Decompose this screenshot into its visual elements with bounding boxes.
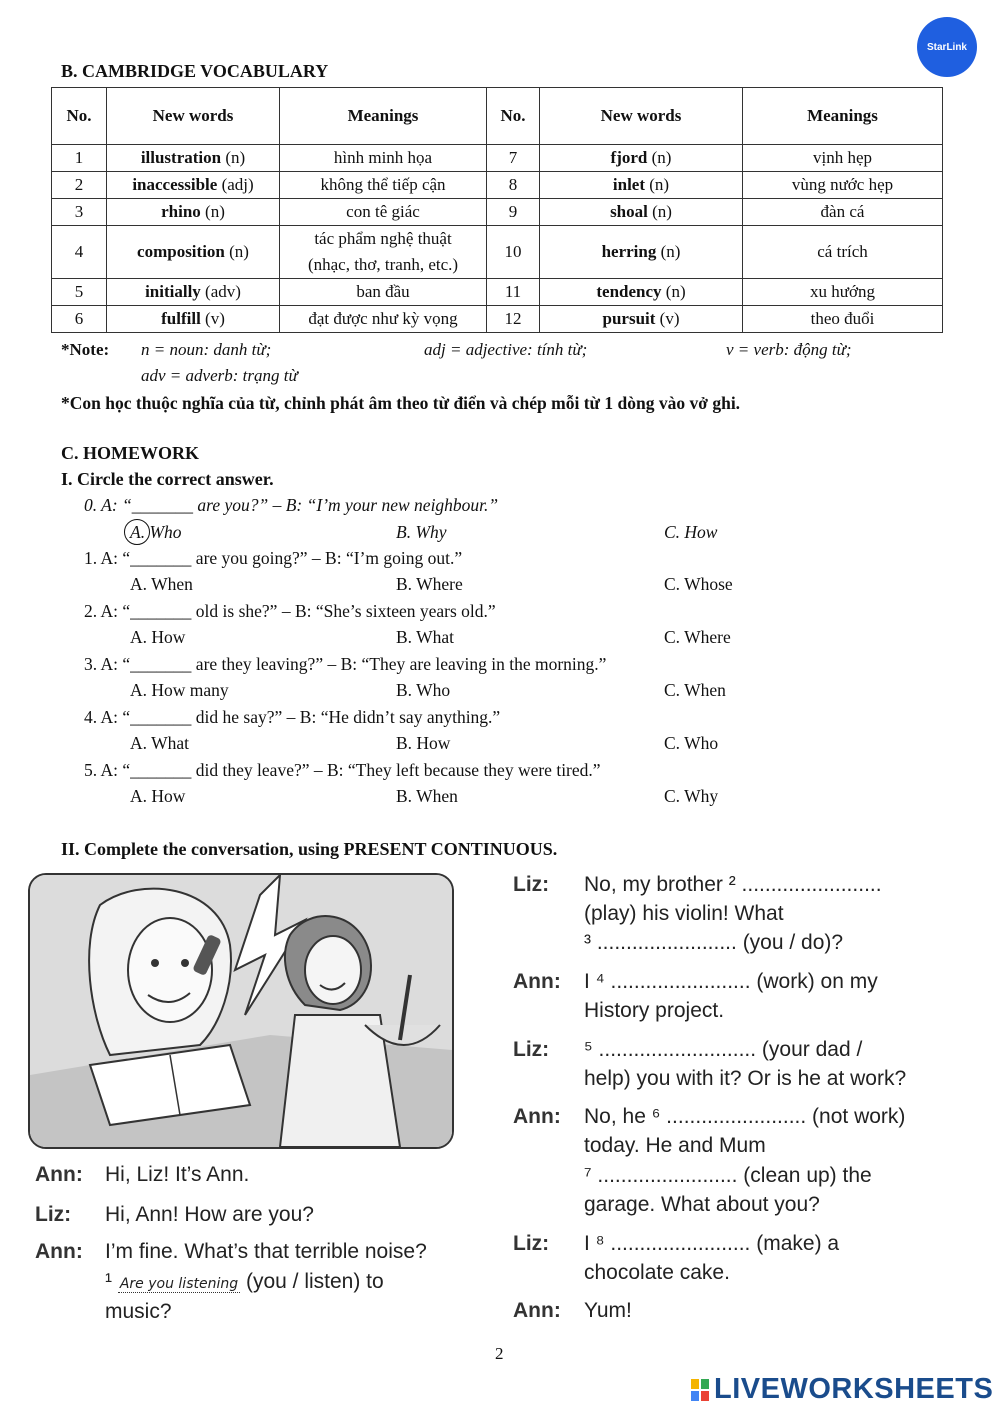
option-a[interactable]: A. When (130, 574, 193, 594)
cell-word: fjord (n) (540, 145, 743, 172)
option-c: C. How (664, 522, 718, 542)
blank-number: ¹ (105, 1270, 112, 1293)
liveworksheets-brand: LIVEWORKSHEETS (714, 1373, 994, 1405)
option-a[interactable]: A. How (130, 786, 186, 806)
cell-word: initially (adv) (107, 279, 280, 306)
cell-word: herring (n) (540, 226, 743, 279)
option-b[interactable]: B. Who (396, 680, 451, 700)
speaker-ann: Ann: (35, 1163, 83, 1186)
col-header-no: No. (52, 88, 107, 145)
option-b[interactable]: B. What (396, 627, 455, 647)
note-label: *Note: (61, 340, 110, 359)
option-a[interactable]: A. How (130, 627, 186, 647)
cell-meaning: theo đuổi (743, 306, 943, 333)
dialogue-line: garage. What about you? (584, 1193, 820, 1216)
cell-no: 9 (487, 199, 540, 226)
cell-word: fulfill (v) (107, 306, 280, 333)
illustration-drawing (30, 875, 452, 1147)
cell-no: 3 (52, 199, 107, 226)
table-row (52, 279, 943, 306)
table-row (52, 306, 943, 333)
blank-hint: (you / listen) to (245, 1270, 384, 1293)
question-5: 5. A: “_______ did they leave?” – B: “They left because they were tired.” (84, 760, 601, 780)
cell-meaning: vịnh hẹp (743, 145, 943, 172)
dialogue-line-blank-2[interactable]: No, my brother ² ........................ (584, 873, 882, 896)
col-header-no-2: No. (487, 88, 540, 145)
dialogue-line: today. He and Mum (584, 1134, 766, 1157)
cell-no: 11 (487, 279, 540, 306)
cell-meaning: con tê giác (280, 199, 487, 226)
dialogue-line: music? (105, 1300, 172, 1323)
cell-no: 4 (52, 226, 107, 279)
cell-word: composition (n) (107, 226, 280, 279)
liveworksheets-icon (691, 1379, 709, 1401)
table-row (52, 199, 943, 226)
option-b: B. Why (396, 522, 447, 542)
question-0: 0. A: “_______ are you?” – B: “I’m your new neighbour.” (84, 495, 499, 515)
cell-no: 10 (487, 226, 540, 279)
option-c[interactable]: C. When (664, 680, 726, 700)
question-2: 2. A: “_______ old is she?” – B: “She’s sixteen years old.” (84, 601, 496, 621)
question-4: 4. A: “_______ did he say?” – B: “He didn’t say anything.” (84, 707, 501, 727)
homework-heading: C. HOMEWORK (61, 443, 199, 463)
speaker-liz: Liz: (35, 1203, 72, 1226)
answer-blank-1[interactable]: Are you listening (119, 1276, 239, 1292)
cell-word: inlet (n) (540, 172, 743, 199)
dialogue-line: I’m fine. What’s that terrible noise? (105, 1240, 427, 1263)
cell-no: 6 (52, 306, 107, 333)
dialogue-line: Hi, Ann! How are you? (105, 1203, 314, 1226)
part2-title: II. Complete the conversation, using PRESENT CONTINUOUS. (61, 839, 558, 859)
vocab-table (51, 87, 943, 333)
option-b[interactable]: B. When (396, 786, 458, 806)
cell-word: inaccessible (adj) (107, 172, 280, 199)
option-a[interactable]: A. How many (130, 680, 229, 700)
dialogue-line: (play) his violin! What (584, 902, 784, 925)
table-row (52, 226, 943, 279)
option-b[interactable]: B. Where (396, 574, 463, 594)
cell-no: 7 (487, 145, 540, 172)
option-c[interactable]: C. Whose (664, 574, 733, 594)
cell-word: tendency (n) (540, 279, 743, 306)
col-header-meaning-2: Meanings (743, 88, 943, 145)
dialogue-line-answered (105, 1270, 384, 1294)
note-adj: adj = adjective: tính từ; (424, 340, 588, 359)
cell-meaning: đạt được như kỳ vọng (280, 306, 487, 333)
speaker-ann: Ann: (513, 1105, 561, 1128)
option-c[interactable]: C. Where (664, 627, 731, 647)
cell-meaning: vùng nước hẹp (743, 172, 943, 199)
starlink-logo: StarLink (917, 17, 977, 77)
note-adverb: adv = adverb: trạng từ (141, 366, 298, 385)
dialogue-line-blank-3[interactable]: ³ ........................ (you / do)? (584, 931, 844, 954)
cell-word: pursuit (v) (540, 306, 743, 333)
option-a[interactable]: A. What (130, 733, 189, 753)
table-row (52, 145, 943, 172)
speaker-ann: Ann: (35, 1240, 83, 1263)
vocab-heading: B. CAMBRIDGE VOCABULARY (61, 61, 329, 81)
question-1: 1. A: “_______ are you going?” – B: “I’m going out.” (84, 548, 463, 568)
cell-no: 1 (52, 145, 107, 172)
dialogue-line-blank-6[interactable]: No, he ⁶ ........................ (not work) (584, 1105, 906, 1128)
cell-meaning: xu hướng (743, 279, 943, 306)
dialogue-line-blank-8[interactable]: I ⁸ ........................ (make) a (584, 1232, 840, 1255)
note-noun: n = noun: danh từ; (141, 340, 272, 359)
cell-no: 5 (52, 279, 107, 306)
dialogue-line: History project. (584, 999, 725, 1022)
dialogue-line-blank-4[interactable]: I ⁴ ........................ (work) on my (584, 970, 878, 993)
cell-meaning: đàn cá (743, 199, 943, 226)
cell-no: 2 (52, 172, 107, 199)
option-c[interactable]: C. Why (664, 786, 719, 806)
cell-meaning: tác phẩm nghệ thuật (nhạc, thơ, tranh, etc.) (280, 226, 487, 279)
question-3: 3. A: “_______ are they leaving?” – B: “They are leaving in the morning.” (84, 654, 607, 674)
table-row (52, 172, 943, 199)
cell-word: shoal (n) (540, 199, 743, 226)
col-header-word-2: New words (540, 88, 743, 145)
col-header-word: New words (107, 88, 280, 145)
dialogue-line: help) you with it? Or is he at work? (584, 1067, 907, 1090)
conversation-illustration (28, 873, 454, 1149)
cell-no: 8 (487, 172, 540, 199)
dialogue-line: Hi, Liz! It’s Ann. (105, 1163, 250, 1186)
option-c[interactable]: C. Who (664, 733, 719, 753)
dialogue-line: Yum! (584, 1299, 632, 1322)
note-verb: v = verb: động từ; (726, 340, 852, 359)
cell-word: illustration (n) (107, 145, 280, 172)
speaker-liz: Liz: (513, 873, 550, 896)
dialogue-line-blank-7[interactable]: ⁷ ........................ (clean up) the (584, 1164, 872, 1187)
cell-word: rhino (n) (107, 199, 280, 226)
speaker-ann: Ann: (513, 970, 561, 993)
speaker-liz: Liz: (513, 1232, 550, 1255)
cell-meaning: ban đầu (280, 279, 487, 306)
vocab-instruction: *Con học thuộc nghĩa của từ, chỉnh phát âm theo từ điển và chép mỗi từ 1 dòng vào vở ghi. (61, 393, 741, 413)
dialogue-line: chocolate cake. (584, 1261, 730, 1284)
speaker-liz: Liz: (513, 1038, 550, 1061)
part1-title: I. Circle the correct answer. (61, 469, 274, 489)
vocab-header-row (52, 88, 943, 145)
page-number: 2 (495, 1344, 504, 1363)
col-header-meaning: Meanings (280, 88, 487, 145)
cell-meaning: cá trích (743, 226, 943, 279)
dialogue-line-blank-5[interactable]: ⁵ ........................... (your dad / (584, 1038, 863, 1061)
cell-no: 12 (487, 306, 540, 333)
option-a: A. Who (130, 522, 182, 542)
cell-meaning: hình minh họa (280, 145, 487, 172)
speaker-ann: Ann: (513, 1299, 561, 1322)
option-b[interactable]: B. How (396, 733, 451, 753)
cell-meaning: không thể tiếp cận (280, 172, 487, 199)
